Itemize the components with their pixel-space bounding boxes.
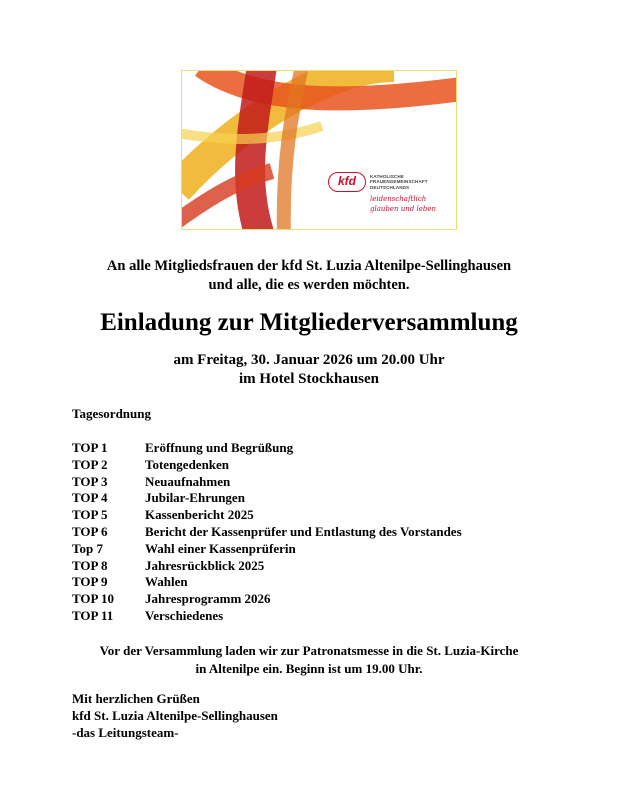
agenda-label: Verschiedenes — [145, 607, 224, 623]
agenda-number: TOP 4 — [72, 490, 108, 506]
note-line: Vor der Versammlung laden wir zur Patronatsmesse in die St. Luzia-Kirche — [99, 643, 519, 658]
agenda-label: Jubilar-Ehrungen — [145, 490, 245, 506]
kfd-slogan-line: glauben und leben — [370, 205, 436, 213]
closing-line: -das Leitungsteam- — [72, 725, 179, 740]
intro-line: An alle Mitgliedsfrauen der kfd St. Luzia Altenilpe-Sellinghausen — [106, 258, 512, 274]
kfd-org-line: FRAUENGEMEINSCHAFT — [370, 179, 428, 185]
agenda-number: TOP 8 — [72, 557, 108, 573]
kfd-org-line: KATHOLISCHE — [370, 174, 404, 179]
closing-line: Mit herzlichen Grüßen — [72, 691, 200, 706]
closing-signature — [72, 690, 278, 741]
mass-note — [0, 642, 618, 678]
agenda-label: Bericht der Kassenprüfer und Entlastung des Vorstandes — [145, 523, 462, 539]
agenda-label: Totengedenken — [145, 456, 230, 472]
agenda-label: Jahresprogramm 2026 — [145, 591, 271, 607]
agenda-number: TOP 5 — [72, 507, 108, 523]
intro-line: und alle, die es werden möchten. — [208, 277, 410, 293]
kfd-org-line: DEUTSCHLANDS — [370, 184, 410, 190]
agenda-number: TOP 9 — [72, 574, 108, 590]
agenda-number: TOP 11 — [72, 607, 114, 623]
agenda-number: TOP 1 — [72, 440, 108, 455]
agenda-label: Wahlen — [145, 574, 188, 590]
closing-line: kfd St. Luzia Altenilpe-Sellinghausen — [72, 708, 278, 723]
event-location: im Hotel Stockhausen — [238, 371, 379, 387]
agenda-number: Top 7 — [72, 540, 103, 556]
agenda-label: Wahl einer Kassenprüferin — [145, 540, 296, 556]
agenda-number: TOP 6 — [72, 523, 108, 539]
event-date: am Freitag, 30. Januar 2026 um 20.00 Uhr — [173, 352, 445, 368]
agenda-number: TOP 3 — [72, 473, 108, 489]
agenda-label: Neuaufnahmen — [145, 473, 231, 489]
kfd-slogan — [370, 194, 436, 214]
kfd-slogan-line: leidenschaftlich — [370, 195, 427, 203]
agenda-number: TOP 2 — [72, 456, 108, 472]
agenda-heading: Tagesordnung — [72, 406, 151, 421]
page-title: Einladung zur Mitgliederversammlung — [100, 309, 518, 336]
note-line: in Altenilpe ein. Beginn ist um 19.00 Uhr. — [195, 661, 423, 676]
kfd-logo — [181, 70, 457, 230]
agenda-number: TOP 10 — [72, 591, 115, 607]
agenda-label: Kassenbericht 2025 — [145, 507, 254, 523]
kfd-org-name — [370, 174, 428, 190]
intro-text — [0, 257, 618, 295]
agenda-label: Jahresrückblick 2025 — [145, 557, 265, 573]
kfd-mark: kfd — [328, 172, 366, 192]
agenda-label: Eröffnung und Begrüßung — [145, 440, 294, 455]
event-details — [0, 351, 618, 389]
